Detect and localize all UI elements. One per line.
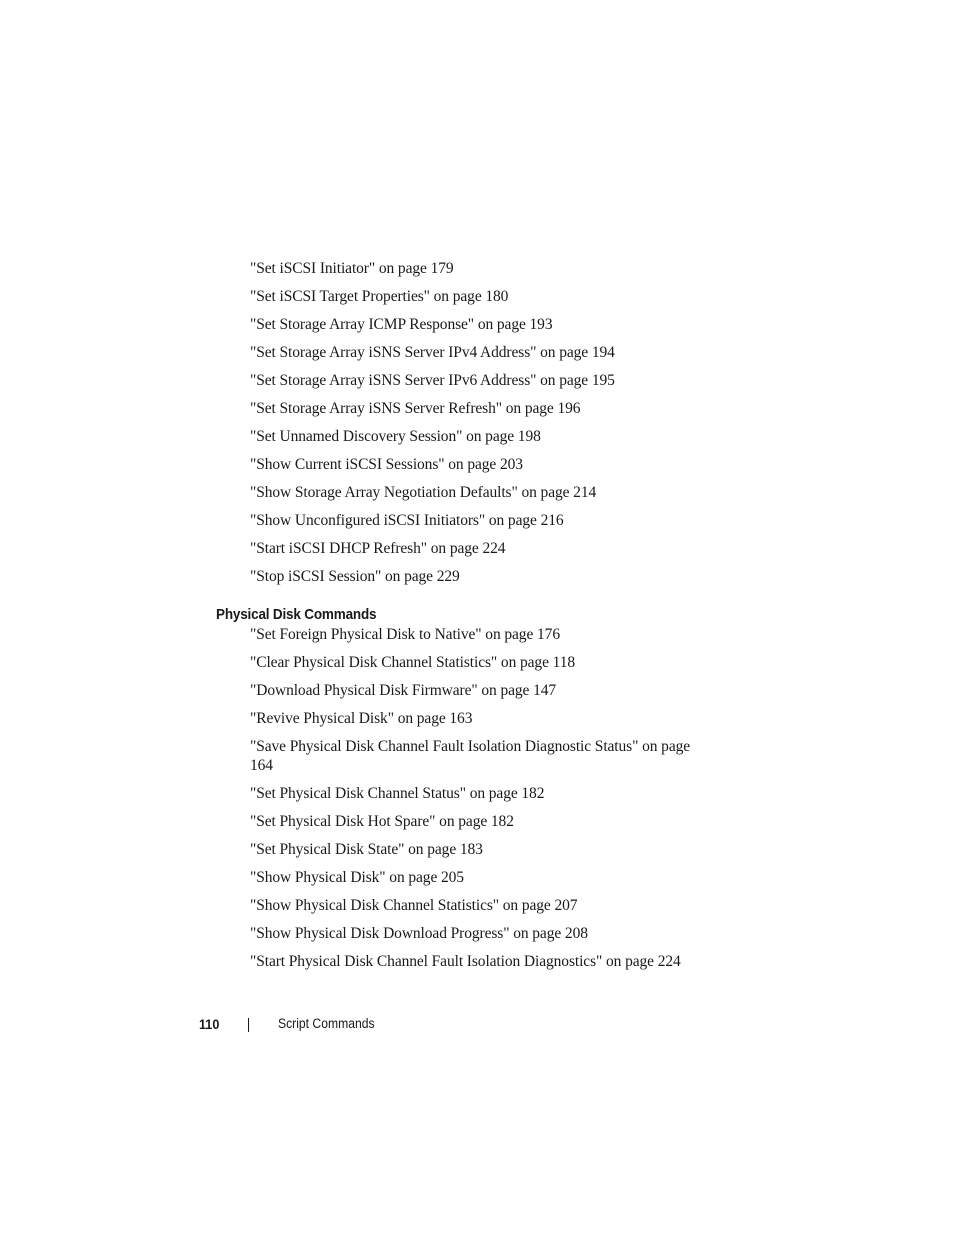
list-item: "Set Unnamed Discovery Session" on page 198 <box>250 428 541 445</box>
list-item: "Download Physical Disk Firmware" on page 147 <box>250 682 557 699</box>
page-number: 110 <box>199 1016 220 1032</box>
list-item: "Show Physical Disk" on page 205 <box>250 869 464 886</box>
list-item: "Set Storage Array iSNS Server IPv4 Address" on page 194 <box>250 344 615 361</box>
list-item: "Set iSCSI Initiator" on page 179 <box>250 260 454 277</box>
list-item: "Set Physical Disk State" on page 183 <box>250 841 483 858</box>
list-item: "Set iSCSI Target Properties" on page 180 <box>250 288 509 305</box>
list-item: "Show Physical Disk Channel Statistics" on page 207 <box>250 897 578 914</box>
list-item: "Show Current iSCSI Sessions" on page 203 <box>250 456 523 473</box>
list-item: "Stop iSCSI Session" on page 229 <box>250 568 460 585</box>
list-item: "Save Physical Disk Channel Fault Isolation Diagnostic Status" on page 164 <box>250 738 691 774</box>
footer-separator <box>248 1018 249 1032</box>
list-item: "Start iSCSI DHCP Refresh" on page 224 <box>250 540 506 557</box>
list-item: "Set Physical Disk Hot Spare" on page 182 <box>250 813 514 830</box>
list-item: "Show Storage Array Negotiation Defaults" on page 214 <box>250 484 597 501</box>
list-item: "Set Physical Disk Channel Status" on page 182 <box>250 785 545 802</box>
section-heading: Physical Disk Commands <box>216 606 377 623</box>
list-item: "Set Storage Array ICMP Response" on page 193 <box>250 316 553 333</box>
list-item: "Start Physical Disk Channel Fault Isolation Diagnostics" on page 224 <box>250 953 681 970</box>
list-item: "Show Physical Disk Download Progress" on page 208 <box>250 925 588 942</box>
list-item: "Show Unconfigured iSCSI Initiators" on page 216 <box>250 512 564 529</box>
list-item: "Revive Physical Disk" on page 163 <box>250 710 473 727</box>
list-item: "Set Storage Array iSNS Server Refresh" on page 196 <box>250 400 581 417</box>
physical-disk-command-list <box>250 625 700 980</box>
list-item: "Clear Physical Disk Channel Statistics" on page 118 <box>250 654 576 671</box>
footer-title: Script Commands <box>278 1016 375 1031</box>
list-item: "Set Foreign Physical Disk to Native" on page 176 <box>250 626 560 643</box>
list-item: "Set Storage Array iSNS Server IPv6 Address" on page 195 <box>250 372 615 389</box>
iscsi-command-list <box>250 259 700 595</box>
